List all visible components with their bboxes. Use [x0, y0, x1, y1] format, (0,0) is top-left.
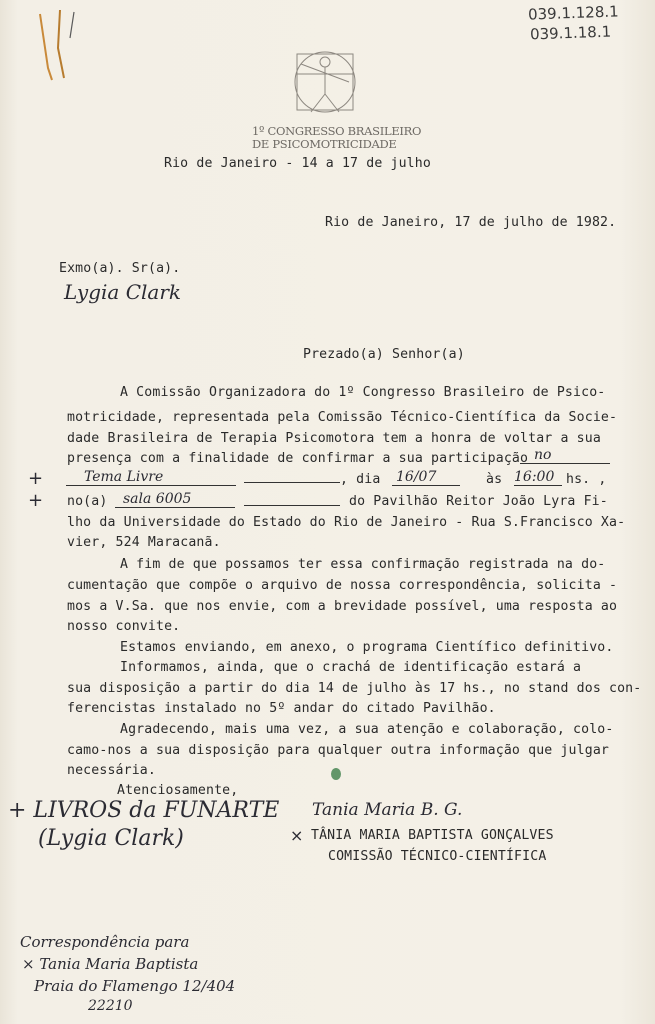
bottom-note-line-4: 22210	[88, 998, 133, 1014]
archive-code-2: 039.1.18.1	[529, 22, 612, 44]
x-mark-signer: ×	[290, 826, 304, 845]
addressee-name: Lygia Clark	[64, 280, 182, 304]
logo-line-2: DE PSICOMOTRICIDADE	[252, 137, 397, 151]
p2-line-3: mos a V.Sa. que nos envie, com a brevidade possível, uma resposta ao	[67, 599, 618, 614]
p2-line-4: nosso convite.	[67, 619, 181, 634]
p5-line-3: necessária.	[67, 763, 156, 778]
fill-date-text: 16/07	[396, 469, 437, 485]
p1-line-3: dade Brasileira de Terapia Psicomotora tem a honra de voltar a sua	[67, 431, 601, 446]
p5-line-1: Agradecendo, mais uma vez, a sua atenção e colaboração, colo-	[120, 722, 614, 737]
bottom-note-line-3: Praia do Flamengo 12/404	[34, 977, 236, 995]
p4-line-1: Informamos, ainda, que o crachá de identificação estará a	[120, 660, 582, 675]
archive-code-1: 039.1.128.1	[527, 2, 619, 24]
logo-title	[252, 124, 422, 151]
p5-line-2: camo-nos a sua disposição para qualquer outra informação que julgar	[67, 743, 609, 758]
pavilhao-text: do Pavilhão Reitor João Lyra Fi-	[349, 494, 608, 509]
addressee-label: Exmo(a). Sr(a).	[59, 261, 181, 276]
no-label: no(a)	[67, 494, 108, 509]
logo-subtitle: Rio de Janeiro - 14 a 17 de julho	[164, 156, 431, 171]
blank-line-2	[244, 505, 340, 506]
handwritten-note-line-2: (Lygia Clark)	[38, 826, 184, 851]
fill-no-text: no	[534, 447, 552, 463]
handwritten-note-line-1: + LIVROS da FUNARTE	[8, 798, 280, 823]
plus-mark-1: +	[28, 468, 44, 489]
p4-line-3: ferencistas instalado no 5º andar do citado Pavilhão.	[67, 701, 496, 716]
fill-room-text: sala 6005	[123, 491, 192, 507]
ink-stain	[328, 765, 344, 783]
p1-end-line-1: lho da Universidade do Estado do Rio de Janeiro - Rua S.Francisco Xa-	[67, 515, 626, 530]
congress-logo-icon	[285, 42, 365, 124]
pencil-marks	[30, 8, 90, 88]
fill-time-text: 16:00	[514, 469, 555, 485]
p1-line-2: motricidade, representada pela Comissão Técnico-Científica da Socie-	[67, 410, 618, 425]
salutation: Prezado(a) Senhor(a)	[303, 347, 465, 362]
plus-mark-2: +	[28, 490, 44, 511]
logo-line-1: 1º CONGRESSO BRASILEIRO	[252, 124, 422, 138]
signature: Tania Maria B. G.	[312, 800, 463, 820]
fill-event-text: Tema Livre	[84, 469, 164, 485]
fill-no	[520, 447, 610, 464]
hs-label: hs. ,	[566, 472, 607, 487]
signer-role: COMISSÃO TÉCNICO-CIENTÍFICA	[328, 849, 547, 864]
p3-line: Estamos enviando, em anexo, o programa Científico definitivo.	[120, 640, 614, 655]
bottom-note-line-2: × Tania Maria Baptista	[22, 955, 199, 973]
fill-room	[115, 491, 235, 508]
p1-line-1: A Comissão Organizadora do 1º Congresso Brasileiro de Psico-	[120, 385, 606, 400]
signer-name: TÂNIA MARIA BAPTISTA GONÇALVES	[311, 828, 554, 843]
dia-label: , dia	[340, 472, 381, 487]
blank-line-1	[244, 482, 340, 483]
date-line: Rio de Janeiro, 17 de julho de 1982.	[325, 215, 617, 230]
p1-line-4: presença com a finalidade de confirmar a sua participação	[67, 451, 529, 466]
as-label: às	[486, 472, 503, 487]
fill-time	[514, 469, 562, 486]
bottom-note-line-1: Correspondência para	[20, 933, 190, 951]
fill-event	[66, 469, 236, 486]
p1-end-line-2: vier, 524 Maracanã.	[67, 535, 221, 550]
closing: Atenciosamente,	[117, 783, 239, 798]
fill-date	[392, 469, 460, 486]
p4-line-2: sua disposição a partir do dia 14 de julho às 17 hs., no stand dos con-	[67, 681, 642, 696]
p2-line-1: A fim de que possamos ter essa confirmação registrada na do-	[120, 557, 606, 572]
p2-line-2: cumentação que compõe o arquivo de nossa correspondência, solicita -	[67, 578, 618, 593]
